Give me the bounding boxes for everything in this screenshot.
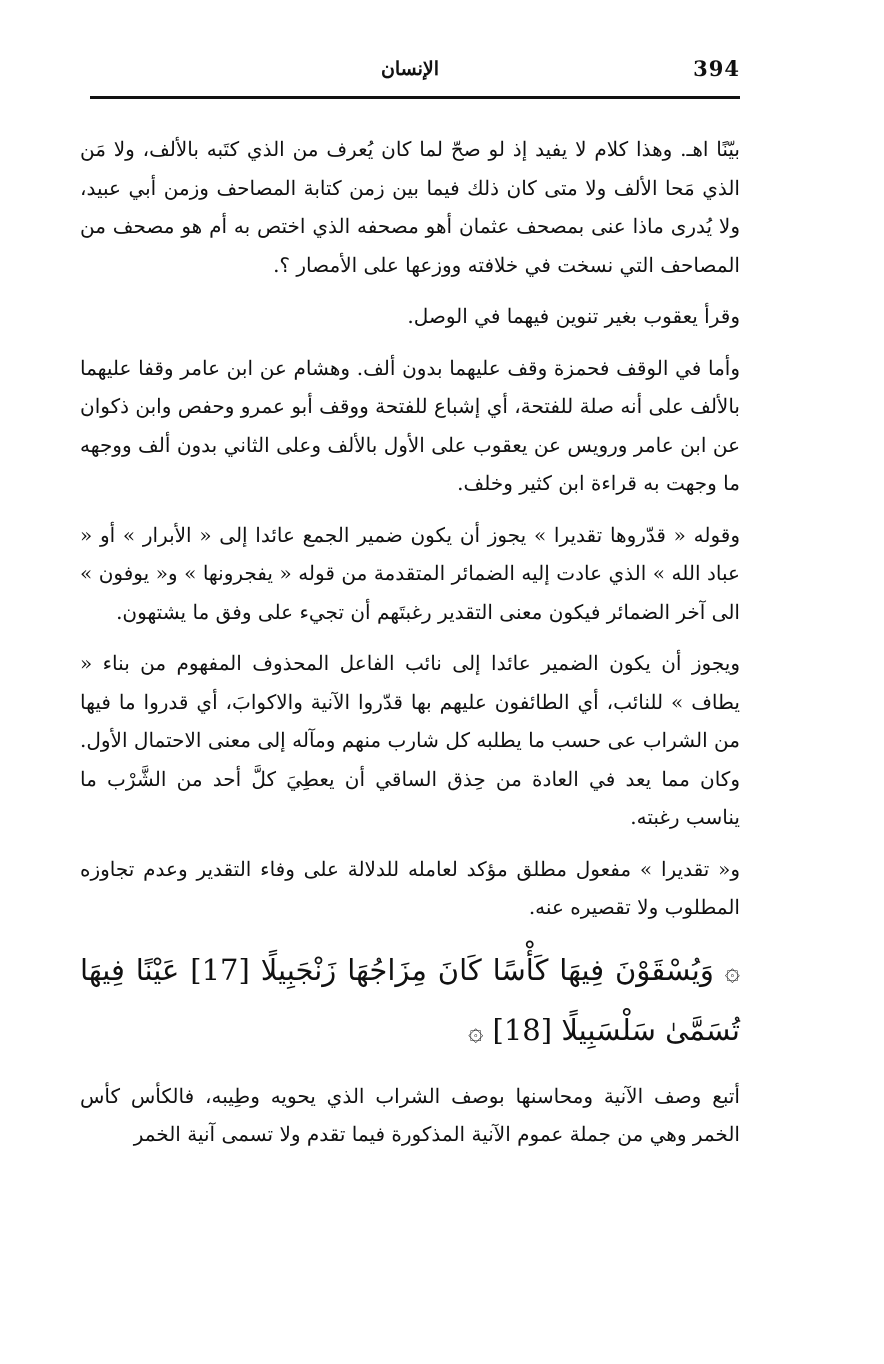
paragraph-5: ويجوز أن يكون الضمير عائدا إلى نائب الفاعل المحذوف المفهوم من بناء « يطاف » للنائب، أي الطائفون عليهم بها قدّروا الآنية والاكوابَ، أي قدروا ما فيها من الشراب عى حسب ما يطلبه كل شارب منهم ومآله إلى معنى الاحتمال الأول. وكان مما يعد في العادة من حِذق الساقي أن يعطِيَ كلَّ أحد من الشَّرْب ما يناسب رغبته.	[80, 651, 740, 829]
quran-verse	[80, 941, 740, 1061]
verse-close-ornament: ۞	[468, 1016, 484, 1047]
running-title: الإنسان	[380, 58, 440, 80]
paragraph-3: وأما في الوقف فحمزة وقف عليهما بدون ألف. وهشام عن ابن عامر وقفا عليهما بالألف على أنه صلة للفتحة، أي إشباع للفتحة ووقف أبو عمرو وحفص وابن ذكوان عن ابن عامر ورويس عن يعقوب على الأول بالألف وعلى الثاني بدون ألف ووجهه ما وجهت به قراءة ابن كثير وخلف.	[80, 355, 740, 495]
paragraph-1: بيّنًا اهـ. وهذا كلام لا يفيد إذ لو صحّ لما كان يُعرف من الذي كتَبه بالألف، ولا مَن الذي مَحا الألف ولا متى كان ذلك فيما بين زمن كتابة المصاحف وزمن أبي عبيد، ولا يُدرى ماذا عنى بمصحف عثمان أهو مصحفه الذي اختص به أم هو مصحف من المصاحف التي نسخت في خلافته ووزعها على الأمصار ؟.	[80, 137, 740, 277]
verse-open-ornament: ۞	[724, 956, 741, 987]
header-rule	[90, 96, 740, 99]
body-text	[80, 130, 740, 1167]
page-header	[80, 52, 740, 96]
paragraph-6: و« تقديرا » مفعول مطلق مؤكد لعامله للدلالة على وفاء التقدير وعدم تجاوزه المطلوب ولا تقصيره عنه.	[80, 856, 740, 919]
closing-paragraph: أتبع وصف الآنية ومحاسنها بوصف الشراب الذي يحويه وطِيبه، فالكأس كأس الخمر وهي من جملة عموم الآنية المذكورة فيما تقدم ولا تسمى آنية الخمر	[80, 1083, 740, 1146]
ayah-number-18: [18]	[492, 1012, 553, 1047]
paragraph-4: وقوله « قدّروها تقديرا » يجوز أن يكون ضمير الجمع عائدا إلى « الأبرار » أو « عباد الله » الذي عادت إليه الضمائر المتقدمة من قوله « يفجرونها » و« يوفون » الى آخر الضمائر فيكون معنى التقدير رغبتَهم أن تجيء على وفق ما يشتهون.	[80, 522, 740, 624]
verse-text-part-2: عَيْنًا فِيهَا تُسَمَّىٰ سَلْسَبِيلًا	[80, 952, 740, 1047]
page-number: 394	[693, 56, 740, 81]
paragraph-2: وقرأ يعقوب بغير تنوين فيهما في الوصل.	[407, 304, 740, 328]
verse-text-part-1: وَيُسْقَوْنَ فِيهَا كَأْسًا كَانَ مِزَاجُهَا زَنْجَبِيلًا	[260, 952, 714, 987]
book-page	[80, 52, 741, 1146]
ayah-number-17: [17]	[190, 952, 250, 987]
